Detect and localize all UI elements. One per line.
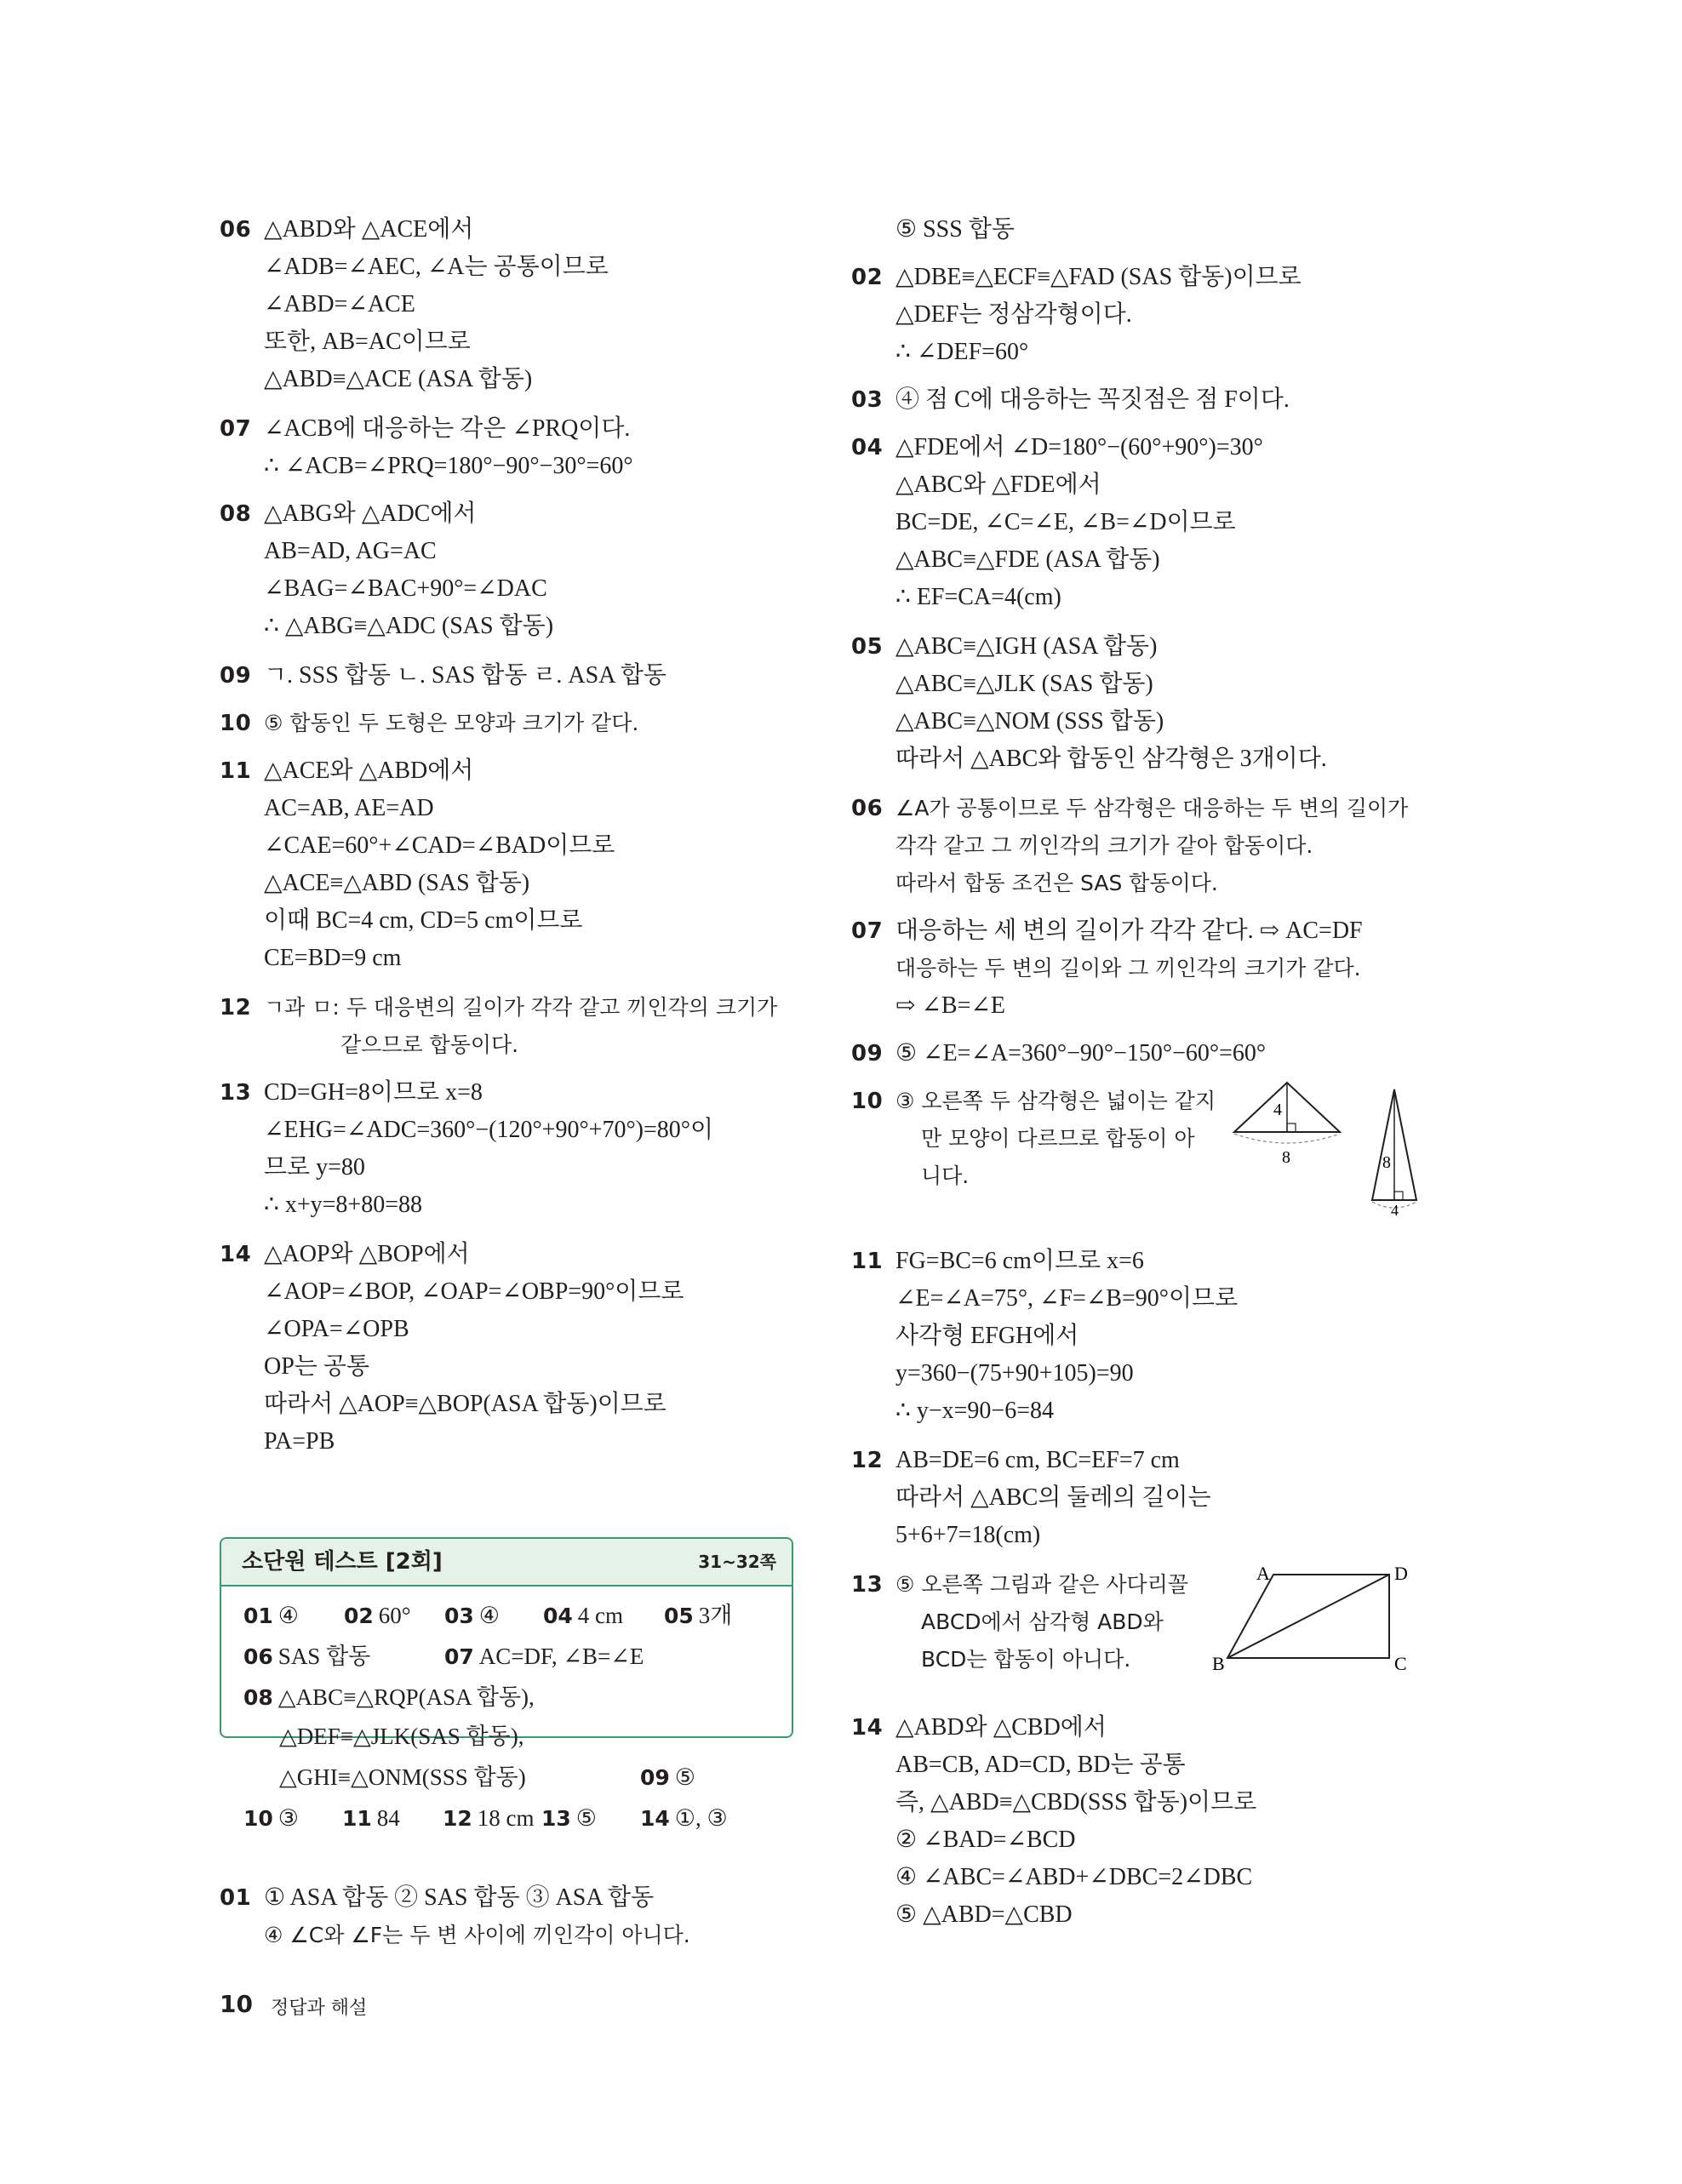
answer-line: △ABD≡△ACE (ASA 합동) (264, 366, 533, 392)
answer-line: ⑤ 합동인 두 도형은 모양과 크기가 같다. (264, 711, 639, 735)
problem-number: 07 (220, 416, 252, 442)
answer-line: ⑤ △ABD=△CBD (895, 1901, 1073, 1928)
test-answer: 01 ④ (243, 1603, 300, 1628)
answer-line: y=360−(75+90+105)=90 (895, 1360, 1134, 1386)
problem-number: 04 (851, 435, 884, 460)
answer-line: △ABC≡△JLK (SAS 합동) (895, 671, 1153, 697)
answer-line: ∠BAG=∠BAC+90°=∠DAC (264, 575, 547, 602)
answer-line: 같으므로 합동이다. (340, 1032, 519, 1057)
answer-line: △DEF는 정삼각형이다. (895, 301, 1132, 328)
answer-line: △ABC≡△NOM (SSS 합동) (895, 708, 1164, 735)
answer-line: AB=AD, AG=AC (264, 538, 437, 564)
answer-line: ∴ y−x=90−6=84 (895, 1398, 1054, 1424)
answer-line: ③ 오른쪽 두 삼각형은 넓이는 같지 (895, 1089, 1216, 1113)
answer-line: ∠AOP=∠BOP, ∠OAP=∠OBP=90°이므로 (264, 1278, 684, 1305)
test-answer: 02 60° (344, 1603, 411, 1628)
answer-line: ② ∠BAD=∠BCD (895, 1827, 1076, 1853)
answer-line: ∴ EF=CA=4(cm) (895, 584, 1061, 610)
answer-line: ∠A가 공통이므로 두 삼각형은 대응하는 두 변의 길이가 (895, 796, 1409, 820)
triangle-2-height: 8 (1382, 1153, 1391, 1172)
problem-number: 13 (220, 1080, 252, 1106)
answer-line: ∴ ∠ACB=∠PRQ=180°−90°−30°=60° (264, 453, 633, 479)
test-header (221, 1539, 792, 1587)
test-answer: 05 3개 (664, 1603, 733, 1628)
answer-line: AC=AB, AE=AD (264, 795, 434, 821)
diagonal-bd (1227, 1575, 1389, 1658)
test-answer: 12 18 cm (443, 1805, 535, 1831)
test-answer: △DEF≡△JLK(SAS 합동), (279, 1724, 524, 1749)
test-answer: 08 △ABC≡△RQP(ASA 합동), (243, 1684, 535, 1710)
answer-line: PA=PB (264, 1428, 335, 1455)
page-number: 10 (220, 1990, 253, 2018)
answer-line: ∴ ∠DEF=60° (895, 339, 1029, 365)
answer-line: ① ASA 합동 ② SAS 합동 ③ ASA 합동 (264, 1884, 655, 1911)
problem-number: 12 (220, 995, 252, 1021)
answer-line: AB=CB, AD=CD, BD는 공통 (895, 1752, 1186, 1778)
triangle-1-base: 8 (1282, 1148, 1290, 1167)
answer-line: FG=BC=6 cm이므로 x=6 (895, 1248, 1144, 1274)
problem-number: 13 (851, 1572, 884, 1598)
label-b: B (1212, 1653, 1225, 1673)
answer-line: 또한, AB=AC이므로 (264, 329, 471, 355)
problem-number: 06 (220, 217, 252, 243)
answer-line: △AOP와 △BOP에서 (264, 1241, 470, 1267)
problem-number: 09 (851, 1041, 884, 1066)
problem-number: 06 (851, 796, 884, 821)
answer-line: △DBE≡△ECF≡△FAD (SAS 합동)이므로 (895, 264, 1302, 290)
answer-line: △ABC≡△FDE (ASA 합동) (895, 546, 1160, 573)
test-answer: 03 ④ (444, 1603, 501, 1628)
answer-line: △ABD와 △ACE에서 (264, 216, 474, 243)
answer-line: 5+6+7=18(cm) (895, 1522, 1041, 1548)
problem-number: 08 (220, 501, 252, 527)
answer-line: 즉, △ABD≡△CBD(SSS 합동)이므로 (895, 1789, 1257, 1815)
answer-line: 니다. (921, 1163, 970, 1188)
answer-line: 각각 같고 그 끼인각의 크기가 같아 합동이다. (895, 833, 1313, 858)
problem-number: 03 (851, 387, 884, 413)
test-title: 소단원 테스트 [2회] (242, 1549, 443, 1575)
label-d: D (1394, 1563, 1408, 1584)
answer-line: ∠E=∠A=75°, ∠F=∠B=90°이므로 (895, 1285, 1239, 1312)
answer-line: 따라서 합동 조건은 SAS 합동이다. (895, 871, 1218, 895)
triangle-1-height: 4 (1273, 1101, 1282, 1119)
problem-number: 12 (851, 1448, 884, 1473)
answer-line: △ABC≡△IGH (ASA 합동) (895, 633, 1158, 660)
answer-line: 대응하는 두 변의 길이와 그 끼인각의 크기가 같다. (895, 956, 1361, 981)
footer-label: 정답과 해설 (271, 1998, 368, 2019)
answer-line: ∴ x+y=8+80=88 (264, 1192, 422, 1218)
problem-number: 10 (851, 1089, 884, 1114)
answer-line: △ABG와 △ADC에서 (264, 500, 477, 527)
answer-line: ⑤ ∠E=∠A=360°−90°−150°−60°=60° (895, 1040, 1267, 1066)
answer-line: 따라서 △ABC와 합동인 삼각형은 3개이다. (895, 746, 1327, 772)
answer-line: 므로 y=80 (264, 1154, 365, 1181)
answer-line: △ABD와 △CBD에서 (895, 1714, 1107, 1741)
answer-line: ④ ∠C와 ∠F는 두 변 사이에 끼인각이 아니다. (264, 1923, 690, 1947)
answer-line: BCD는 합동이 아니다. (921, 1647, 1131, 1672)
problem-number: 14 (851, 1715, 884, 1741)
answer-line: ㄱ. SSS 합동 ㄴ. SAS 합동 ㄹ. ASA 합동 (264, 662, 667, 689)
test-answer: 07 AC=DF, ∠B=∠E (444, 1644, 644, 1669)
answer-line: 따라서 △AOP≡△BOP(ASA 합동)이므로 (264, 1391, 667, 1417)
problem-number: 11 (851, 1249, 884, 1274)
answer-line: AB=DE=6 cm, BC=EF=7 cm (895, 1447, 1180, 1473)
answer-line: ∴ △ABG≡△ADC (SAS 합동) (264, 613, 554, 639)
label-c: C (1394, 1653, 1407, 1673)
test-answer: △GHI≡△ONM(SSS 합동) (279, 1764, 526, 1790)
problem-number: 07 (851, 918, 884, 944)
label-a: A (1256, 1563, 1270, 1584)
figure-10-triangles (1226, 1081, 1439, 1217)
answer-line: BC=DE, ∠C=∠E, ∠B=∠D이므로 (895, 509, 1236, 535)
answer-line: △ACE≡△ABD (SAS 합동) (264, 870, 530, 896)
answer-line: ④ 점 C에 대응하는 꼭짓점은 점 F이다. (895, 386, 1290, 413)
problem-number: 11 (220, 758, 252, 784)
problem-number: 09 (220, 663, 252, 689)
answer-line: OP는 공통 (264, 1353, 369, 1380)
answer-line: 이때 BC=4 cm, CD=5 cm이므로 (264, 907, 583, 934)
problem-number: 14 (220, 1242, 252, 1267)
figure-13-trapezoid (1209, 1563, 1430, 1673)
test-answer: 06 SAS 합동 (243, 1644, 371, 1669)
answer-line: △FDE에서 ∠D=180°−(60°+90°)=30° (895, 434, 1263, 460)
test-answer: 13 ⑤ (541, 1805, 598, 1831)
answer-line: 사각형 EFGH에서 (895, 1323, 1079, 1349)
answer-line: ∠ABD=∠ACE (264, 291, 415, 317)
test-answer: 09 ⑤ (640, 1764, 696, 1790)
answer-line: ④ ∠ABC=∠ABD+∠DBC=2∠DBC (895, 1864, 1253, 1890)
answer-line: 만 모양이 다르므로 합동이 아 (921, 1126, 1195, 1151)
test-answer: 04 4 cm (543, 1603, 624, 1628)
answer-line: ⑤ 오른쪽 그림과 같은 사다리꼴 (895, 1572, 1189, 1597)
answer-line: ∠OPA=∠OPB (264, 1316, 409, 1342)
answer-line: ABCD에서 삼각형 ABD와 (921, 1609, 1164, 1634)
problem-number: 02 (851, 265, 884, 290)
answer-line: ∠EHG=∠ADC=360°−(120°+90°+70°)=80°이 (264, 1117, 714, 1143)
answer-line: 따라서 △ABC의 둘레의 길이는 (895, 1484, 1211, 1511)
test-answer: 14 ①, ③ (640, 1805, 728, 1831)
problem-number: 10 (220, 711, 252, 736)
answer-line: ㄱ과 ㅁ: 두 대응변의 길이가 각각 같고 끼인각의 크기가 (264, 995, 778, 1020)
answer-line: ∠ADB=∠AEC, ∠A는 공통이므로 (264, 254, 609, 280)
answer-line: △ACE와 △ABD에서 (264, 758, 474, 784)
answer-line: CE=BD=9 cm (264, 945, 402, 971)
answer-line: CD=GH=8이므로 x=8 (264, 1079, 483, 1106)
test-answer: 10 ③ (243, 1805, 300, 1831)
problem-number: 05 (851, 634, 884, 660)
answer-line: ⇨ ∠B=∠E (895, 992, 1005, 1019)
triangle-2-base: 4 (1391, 1202, 1399, 1217)
answer-line: ∠CAE=60°+∠CAD=∠BAD이므로 (264, 832, 615, 859)
test-answer: 11 84 (342, 1805, 400, 1831)
test-answer-box (220, 1537, 793, 1738)
answer-line: △ABC와 △FDE에서 (895, 472, 1101, 498)
answer-line: ∠ACB에 대응하는 각은 ∠PRQ이다. (264, 415, 631, 442)
answer-line: ⑤ SSS 합동 (895, 216, 1015, 243)
problem-number: 01 (220, 1885, 252, 1911)
test-pages: 31~32쪽 (698, 1552, 776, 1572)
answer-line: 대응하는 세 변의 길이가 각각 같다. ⇨ AC=DF (895, 918, 1363, 944)
